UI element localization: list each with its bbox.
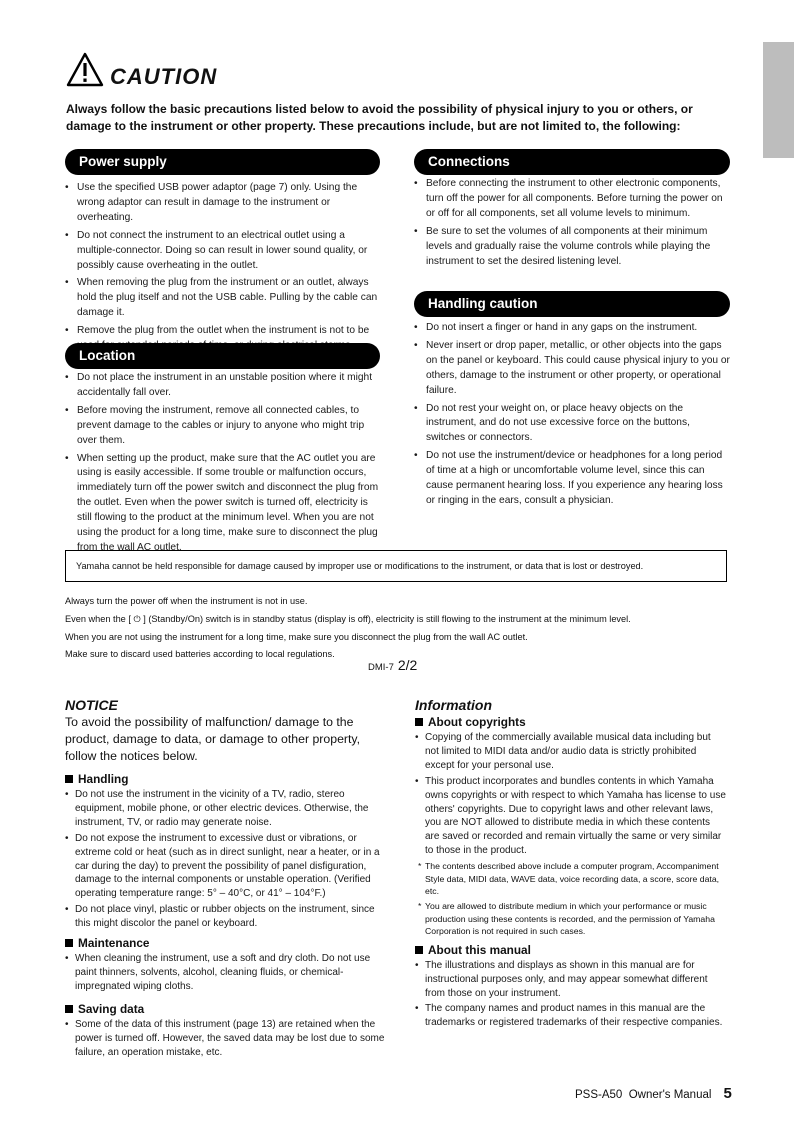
list-item: • Do not insert a finger or hand in any gaps on the instrument. (414, 321, 730, 336)
power-supply-section (65, 149, 380, 357)
connections-section (414, 149, 730, 272)
manual-name: PSS-A50 Owner's Manual (575, 1089, 712, 1101)
square-bullet-icon (65, 1005, 73, 1013)
disclaimer-box: Yamaha cannot be held responsible for damage caused by improper use or modifications to the instrument, or data that is lost or destroyed. (65, 550, 727, 582)
maintenance-subheading: Maintenance (65, 936, 387, 950)
copyrights-list (415, 731, 727, 858)
location-list (65, 371, 380, 556)
power-note: Always turn the power off when the instrument is not in use. (65, 596, 308, 606)
power-supply-heading: Power supply (65, 149, 380, 175)
footnote: * You are allowed to distribute medium in which your performance or music production using these contents is recorded, and the permission of Yamaha Corporation is not required in such cases. (418, 900, 715, 937)
handling-caution-list (414, 321, 730, 509)
square-bullet-icon (415, 946, 423, 954)
list-item: • Do not use the instrument/device or headphones for a long period of time at a high or uncomfortable volume level, since this can cause permanent hearing loss. If you experience any hearing loss or ringing in the ears, consult a physician. (414, 449, 730, 509)
list-item: • Some of the data of this instrument (page 13) are retained when the power is turned off. However, the saved data may be lost due to some failure, an operation mistake, etc. (65, 1018, 387, 1060)
list-item: • Be sure to set the volumes of all components at their minimum levels and gradually raise the volume controls while playing the instrument to set the desired listening level. (414, 225, 730, 270)
dmi-code-label: DMI-7 (368, 662, 394, 673)
location-section (65, 343, 380, 559)
list-item: • Do not place the instrument in an unstable position where it might accidentally fall over. (65, 371, 380, 401)
list-item: • Never insert or drop paper, metallic, or other objects into the gaps on the panel or keyboard. This could cause physical injury to you or others, damage to the instrument or other property, or operational failure. (414, 339, 730, 399)
saving-data-list (65, 1018, 387, 1060)
about-manual-subheading: About this manual (415, 943, 727, 957)
information-body (415, 715, 727, 1032)
copyrights-subheading: About copyrights (415, 715, 727, 729)
list-item: • Do not connect the instrument to an electrical outlet using a multiple-connector. Doing so can result in lower sound quality, or possibly cause overheating in the outlet. (65, 229, 380, 274)
caution-header (66, 50, 217, 90)
section-tab-marker (763, 42, 794, 158)
power-note: Make sure to discard used batteries according to local regulations. (65, 649, 335, 660)
handling-list (65, 788, 387, 931)
location-heading: Location (65, 343, 380, 369)
square-bullet-icon (65, 775, 73, 783)
list-item: • When cleaning the instrument, use a soft and dry cloth. Do not use paint thinners, solvents, alcohol, cleaning fluids, or chemical-impregnated wiping cloths. (65, 952, 387, 994)
list-item: • Do not use the instrument in the vicinity of a TV, radio, stereo equipment, mobile phone, or other electric devices. Otherwise, the instrument, TV, or radio may generate noise. (65, 788, 387, 830)
handling-subheading: Handling (65, 772, 387, 786)
power-notes (65, 593, 631, 664)
saving-data-subheading: Saving data (65, 1002, 387, 1016)
page-footer (575, 1085, 732, 1102)
list-item: • Copying of the commercially available musical data including but not limited to MIDI data and/or audio data is strictly prohibited except for your personal use. (415, 731, 727, 773)
dmi-code (368, 657, 417, 673)
notice-body (65, 772, 387, 1062)
maintenance-list (65, 952, 387, 994)
power-note: Even when the [ ⏻ ] (Standby/On) switch is in standby status (display is off), electricity is still flowing to the instrument at the minimum level. (65, 613, 631, 624)
list-item: • Before moving the instrument, remove all connected cables, to prevent damage to the cables or injury to anyone who might trip over them. (65, 404, 380, 449)
list-item: • The company names and product names in this manual are the trademarks or registered trademarks of their respective companies. (415, 1002, 727, 1030)
list-item: • Do not expose the instrument to excessive dust or vibrations, or extreme cold or heat (such as in direct sunlight, near a heater, or in a car during the day) to prevent the possibility of panel disfiguration, damage to the internal components or unstable operation. (Verified operating temperature range: 5° – 40°C, or 41° – 104°F.) (65, 832, 387, 902)
notice-intro: To avoid the possibility of malfunction/ damage to the product, damage to data, or damage to other property, follow the notices below. (65, 715, 361, 764)
power-note: When you are not using the instrument for a long time, make sure you disconnect the plug from the wall AC outlet. (65, 631, 528, 642)
square-bullet-icon (415, 718, 423, 726)
connections-list (414, 177, 730, 269)
caution-title: CAUTION (110, 64, 218, 89)
warning-triangle-icon (66, 52, 104, 88)
footnote: * The contents described above include a computer program, Accompaniment Style data, MIDI data, WAVE data, voice recording data, a score, score data, etc. (418, 861, 720, 897)
list-item: • Before connecting the instrument to other electronic components, turn off the power for all components. Before turning the power on or off for all components, set all volume levels to minimum. (414, 177, 730, 222)
list-item: • The illustrations and displays as shown in this manual are for instructional purposes only, and may appear somewhat different from those on your instrument. (415, 959, 727, 1001)
connections-heading: Connections (414, 149, 730, 175)
list-item: • When removing the plug from the instrument or an outlet, always hold the plug itself and not the USB cable. Pulling by the cable can damage it. (65, 276, 380, 321)
list-item: • This product incorporates and bundles contents in which Yamaha owns copyrights or with respect to which Yamaha has license to use others' copyrights. Due to copyright laws and other relevant laws, you are NOT allowed to distribute media in which these contents are saved or recorded and remain virtually the same or very similar to those in the product. (415, 775, 727, 858)
list-item: • Remove the plug from the outlet when the instrument is not to be (65, 324, 380, 354)
handling-caution-heading: Handling caution (414, 291, 730, 317)
list-item: • When setting up the product, make sure that the AC outlet you are using is easily accessible. If some trouble or malfunction occurs, immediately turn off the power switch and disconnect the plug from the outlet. Even when the power switch is turned off, electricity is still flowing to the product at the minimum level. When you are not using the product for a long time, make sure to disconnect the plug from the wall AC outlet. (65, 452, 380, 556)
power-supply-list (65, 181, 380, 354)
page-number: 5 (723, 1085, 732, 1102)
list-item: • Use the specified USB power adaptor (page 7) only. Using the wrong adaptor can result in damage to the instrument or overheating. (65, 181, 380, 226)
list-item: • Do not place vinyl, plastic or rubber objects on the instrument, since this might discolor the panel or keyboard. (65, 903, 387, 931)
handling-caution-section (414, 291, 730, 512)
dmi-page: 2/2 (397, 657, 418, 673)
about-manual-list (415, 959, 727, 1031)
information-title: Information (415, 697, 492, 713)
list-item: • Do not rest your weight on, or place heavy objects on the instrument, and do not use excessive force on the buttons, switches or connectors. (414, 402, 730, 447)
caution-intro: Always follow the basic precautions listed below to avoid the possibility of physical injury to you or others, or damage to the instrument or other property. These precautions include, but are not limited to, the following: (66, 102, 693, 133)
notice-title: NOTICE (65, 697, 118, 713)
square-bullet-icon (65, 939, 73, 947)
